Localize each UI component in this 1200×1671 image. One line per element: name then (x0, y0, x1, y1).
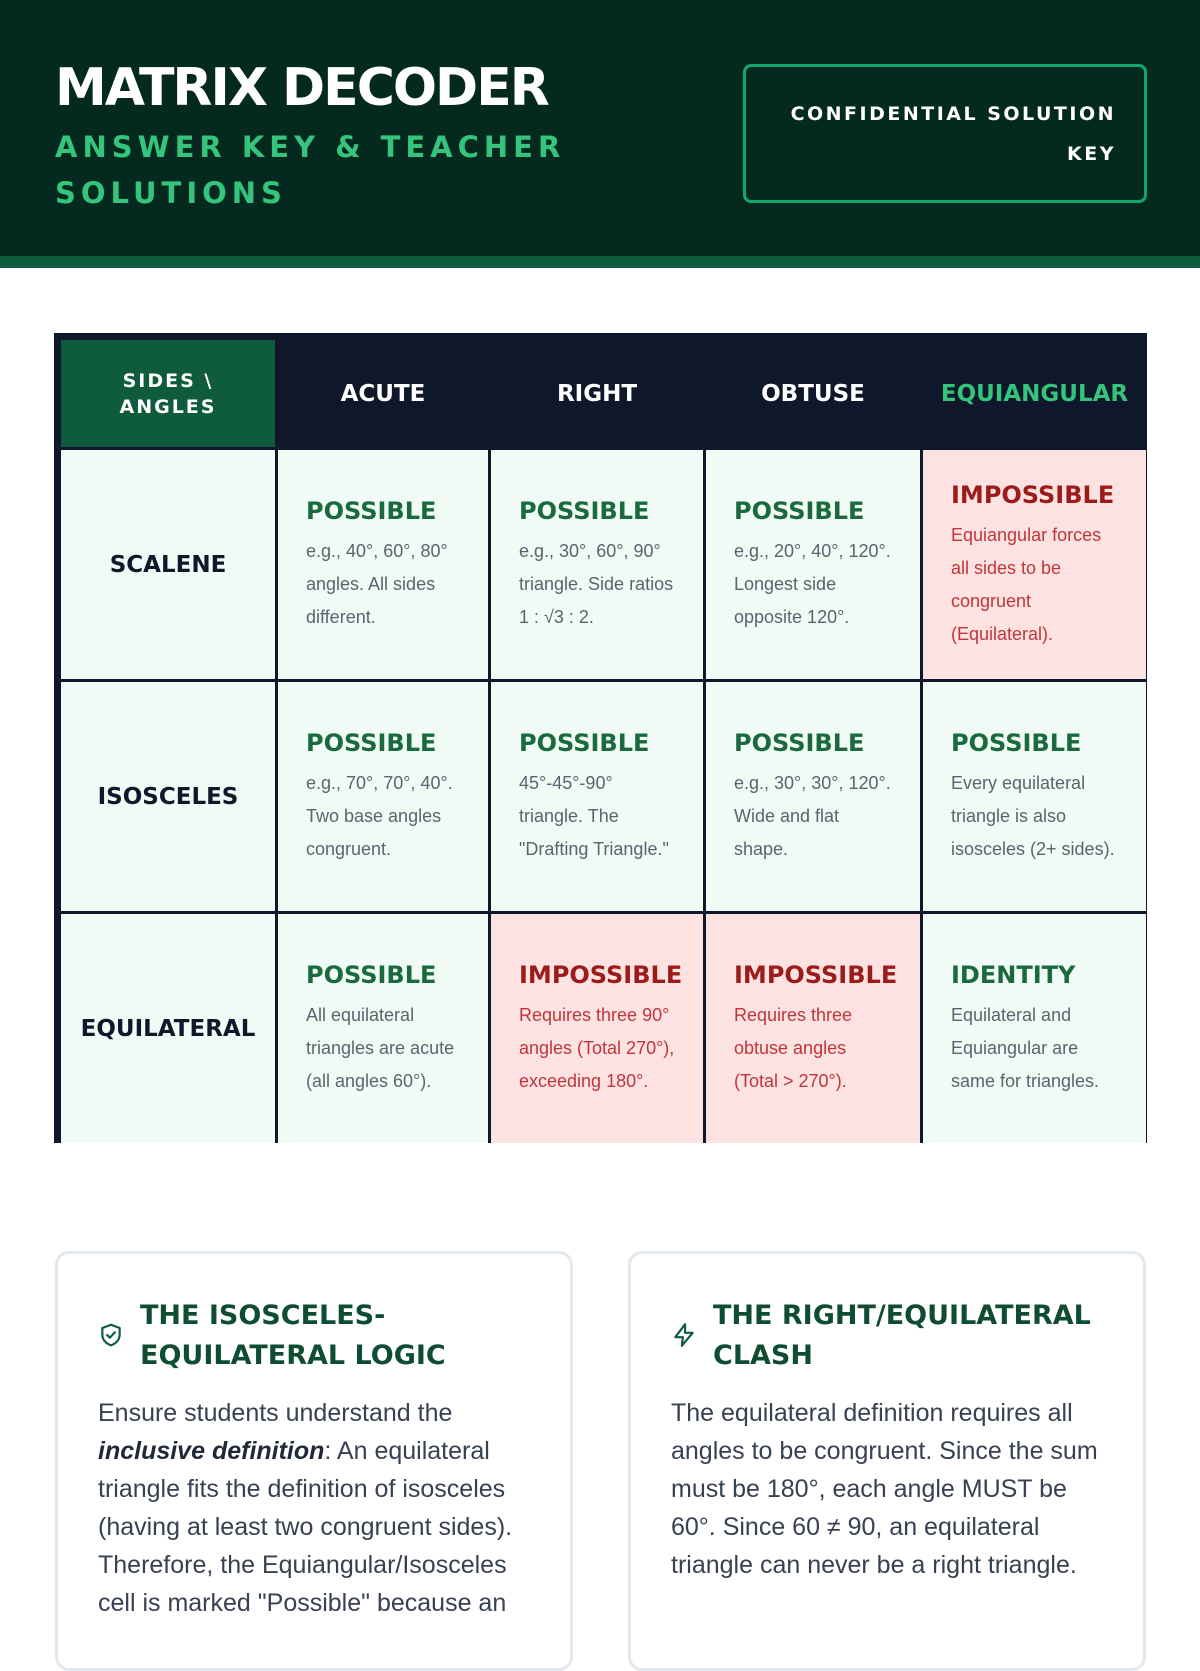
row-header-equilateral: EQUILATERAL (61, 914, 275, 1143)
matrix-cell (923, 450, 1146, 679)
card-body: The equilateral definition requires all angles to be congruent. Since the sum must be 180°, each angle MUST be 60°. Since 60 ≠ 90, an equilateral triangle can never be a right triangle. (671, 1399, 1098, 1579)
cell-description: Equilateral and Equiangular are same for triangles. (951, 1005, 1100, 1091)
matrix-cell (706, 914, 920, 1143)
row-header-scalene: SCALENE (61, 450, 275, 679)
card-title: THE ISOSCELES-EQUILATERAL LOGIC (140, 1300, 446, 1371)
page-header (0, 0, 1200, 268)
matrix-cell (923, 914, 1146, 1143)
emphasis-term: inclusive definition (98, 1437, 325, 1465)
matrix-cell (923, 682, 1146, 911)
cell-description: e.g., 30°, 60°, 90° triangle. Side ratios 1 : √3 : 2. (519, 541, 674, 627)
lightning-icon (671, 1322, 697, 1348)
matrix-corner-header: SIDES \ ANGLES (61, 340, 275, 447)
cell-description: Requires three 90° angles (Total 270°), exceeding 180°. (519, 1005, 675, 1091)
column-header-acute: ACUTE (278, 340, 488, 447)
column-header-right: RIGHT (491, 340, 703, 447)
cell-description: Equiangular forces all sides to be congruent (Equilateral). (951, 524, 1102, 644)
cell-description: Every equilateral triangle is also isosceles (2+ sides). (951, 773, 1115, 859)
page-subtitle: ANSWER KEY & TEACHER SOLUTIONS (55, 130, 566, 210)
triangle-matrix (54, 333, 1147, 1143)
confidential-badge (743, 64, 1147, 203)
cell-status: POSSIBLE (306, 497, 437, 525)
cell-status: POSSIBLE (734, 497, 865, 525)
cell-status: IMPOSSIBLE (951, 480, 1115, 509)
matrix-cell (278, 450, 488, 679)
cell-status: IDENTITY (951, 961, 1076, 989)
cell-status: IMPOSSIBLE (734, 961, 898, 989)
cell-description: Requires three obtuse angles (Total > 270°). (734, 1005, 853, 1091)
cell-status: POSSIBLE (951, 729, 1082, 757)
page-title: MATRIX DECODER (55, 58, 548, 118)
cell-status: POSSIBLE (306, 729, 437, 757)
cell-description: 45°-45°-90° triangle. The "Drafting Triangle." (519, 773, 669, 859)
cell-description: All equilateral triangles are acute (all angles 60°). (306, 1005, 455, 1091)
matrix-cell (706, 450, 920, 679)
row-header-isosceles: ISOSCELES (61, 682, 275, 911)
cell-description: e.g., 40°, 60°, 80° angles. All sides different. (306, 541, 448, 627)
cell-status: POSSIBLE (734, 729, 865, 757)
cell-status: POSSIBLE (519, 729, 650, 757)
shield-check-icon (98, 1322, 124, 1348)
matrix-cell (491, 450, 703, 679)
card-title: THE RIGHT/EQUILATERAL CLASH (713, 1300, 1091, 1371)
column-header-equiangular: EQUIANGULAR (923, 340, 1146, 447)
cell-description: e.g., 20°, 40°, 120°. Longest side opposite 120°. (734, 541, 891, 627)
right-equilateral-card (628, 1251, 1146, 1671)
matrix-cell (278, 914, 488, 1143)
cell-description: e.g., 30°, 30°, 120°. Wide and flat shape. (734, 773, 891, 859)
badge-label: CONFIDENTIAL SOLUTION KEY (790, 102, 1116, 165)
isosceles-logic-card (55, 1251, 573, 1671)
matrix-cell (278, 682, 488, 911)
cell-status: POSSIBLE (306, 961, 437, 989)
matrix-cell (706, 682, 920, 911)
cell-status: IMPOSSIBLE (519, 961, 683, 989)
cell-status: POSSIBLE (519, 497, 650, 525)
matrix-cell (491, 914, 703, 1143)
column-header-obtuse: OBTUSE (706, 340, 920, 447)
cell-description: e.g., 70°, 70°, 40°. Two base angles congruent. (306, 773, 453, 859)
card-body: Ensure students understand the inclusive definition: An equilateral triangle fits the definition of isosceles (having at least two congruent sides). Therefore, the Equiangular/Isosceles cell is marked "Possible" because an (98, 1399, 513, 1617)
matrix-cell (491, 682, 703, 911)
